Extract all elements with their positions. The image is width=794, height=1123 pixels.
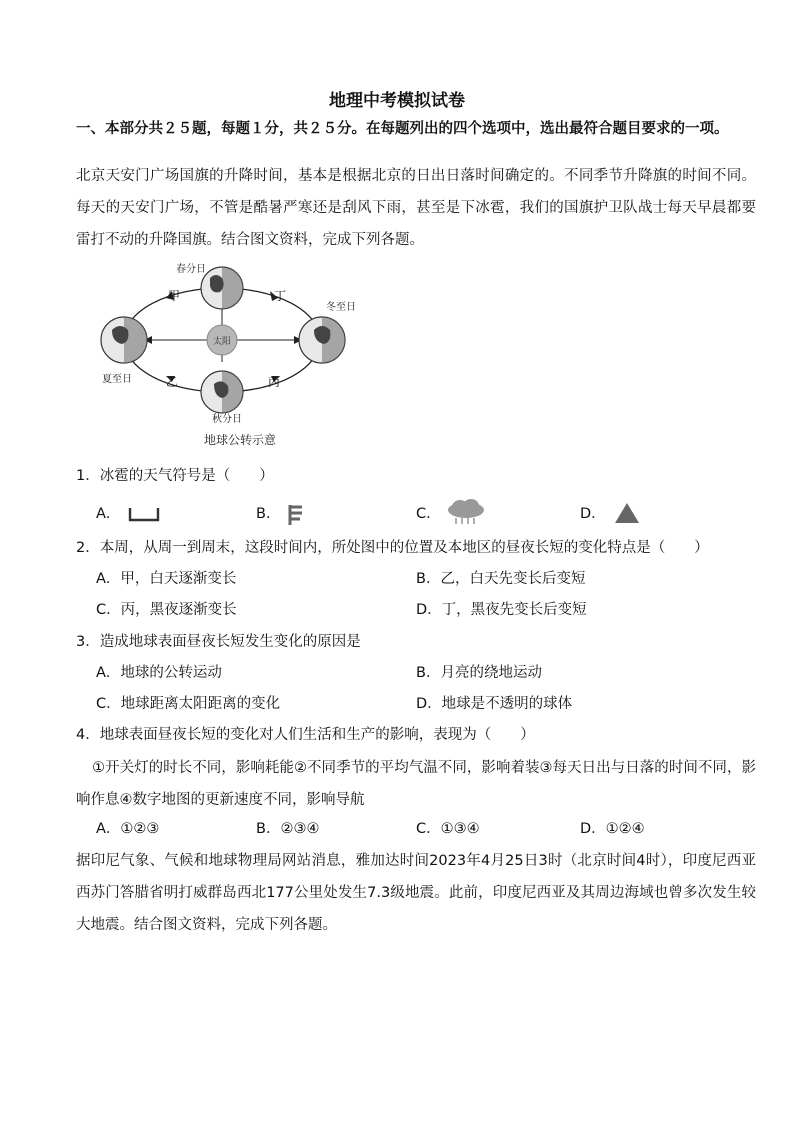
question-1-stem: 1．冰雹的天气符号是（ ）: [76, 468, 274, 484]
earth-globe-icon: [201, 267, 243, 309]
bracket-symbol-icon: [128, 506, 160, 522]
section-heading: 一、本部分共２５题，每题１分，共２５分。在每题列出的四个选项中，选出最符合题目要求的一项。: [76, 121, 729, 137]
q4-option-c: C．①③④: [416, 821, 480, 837]
intro-paragraph-2: 据印尼气象、气候和地球物理局网站消息，雅加达时间2023年4月25日3时（北京时间4时），印度尼西亚西苏门答腊省明打威群岛西北177公里处发生7.3级地震。此前，印度尼西亚及其周边海域也曾多次发生较大地震。结合图文资料，完成下列各题。: [76, 853, 756, 933]
triangle-icon: [614, 502, 640, 524]
q3-option-d: D．地球是不透明的球体: [416, 696, 573, 712]
earth-globe-icon: [201, 371, 243, 413]
q1-option-a-label: A．: [96, 506, 121, 522]
earth-globe-icon: [101, 317, 147, 363]
label-summer-solstice: 夏至日: [102, 374, 132, 385]
wind-flag-icon: [286, 503, 306, 527]
rain-cloud-icon: [446, 498, 486, 526]
question-4-stem: 4．地球表面昼夜长短的变化对人们生活和生产的影响，表现为（ ）: [76, 727, 535, 743]
label-ding: 丁: [274, 289, 287, 303]
q1-option-d-label: D．: [580, 506, 606, 522]
q3-option-a: A．地球的公转运动: [96, 665, 222, 681]
label-jia: 甲: [168, 289, 181, 303]
sun-label: 太阳: [212, 337, 232, 347]
label-yi: 乙: [166, 375, 179, 389]
question-3-stem: 3．造成地球表面昼夜长短发生变化的原因是: [76, 634, 361, 650]
label-autumn-equinox: 秋分日: [212, 414, 242, 425]
q3-option-b: B．月亮的绕地运动: [416, 665, 542, 681]
q3-option-c: C．地球距离太阳距离的变化: [96, 696, 281, 712]
q1-option-b-label: B．: [256, 506, 281, 522]
figure-caption: 地球公转示意: [203, 433, 277, 447]
intro-paragraph-1: 北京天安门广场国旗的升降时间，基本是根据北京的日出日落时间确定的。不同季节升降旗的时间不同。每天的天安门广场，不管是酷暑严寒还是刮风下雨，甚至是下冰雹，我们的国旗护卫队战士每天早晨都要雷打不动的升降国旗。结合图文资料，完成下列各题。: [76, 168, 756, 248]
q4-option-a: A．①②③: [96, 821, 160, 837]
q2-option-a: A．甲，白天逐渐变长: [96, 571, 237, 587]
label-winter-solstice: 冬至日: [326, 302, 356, 313]
q4-option-d: D．①②④: [580, 821, 645, 837]
q2-option-c: C．丙，黑夜逐渐变长: [96, 602, 237, 618]
question-4-statements: ①开关灯的时长不同，影响耗能②不同季节的平均气温不同，影响着装③每天日出与日落的时间不同，影响作息④数字地图的更新速度不同，影响导航: [76, 760, 756, 808]
question-2-stem: 2．本周，从周一到周末，这段时间内，所处图中的位置及本地区的昼夜长短的变化特点是（ ）: [76, 540, 709, 556]
page-title: 地理中考模拟试卷: [329, 91, 465, 111]
label-spring-equinox: 春分日: [176, 264, 206, 275]
q4-option-b: B．②③④: [256, 821, 320, 837]
label-bing: 丙: [268, 375, 281, 389]
earth-revolution-diagram: [96, 258, 356, 454]
q1-option-c-label: C．: [416, 506, 441, 522]
q2-option-d: D．丁，黑夜先变长后变短: [416, 602, 587, 618]
orbit-figure: [96, 258, 356, 454]
earth-globe-icon: [299, 317, 345, 363]
q2-option-b: B．乙，白天先变长后变短: [416, 571, 586, 587]
